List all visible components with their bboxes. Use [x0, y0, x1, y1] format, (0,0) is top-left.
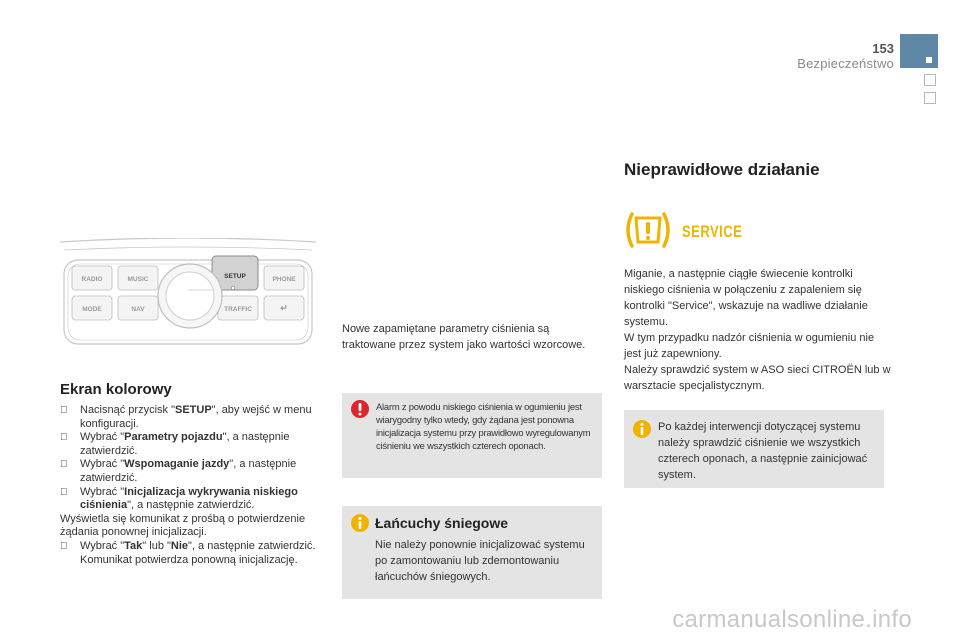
watermark: carmanualsonline.info [672, 606, 912, 633]
malfunction-paragraph [624, 266, 894, 394]
snow-chains-title: Łańcuchy śniegowe [375, 515, 509, 531]
page-number: 153 [872, 41, 894, 56]
bullet-icon [60, 486, 80, 513]
info-icon [632, 419, 652, 439]
console-btn-mode: MODE [82, 306, 102, 313]
console-btn-music: MUSIC [127, 276, 149, 283]
snow-chains-text: Nie należy ponownie inicjalizować systemu po zamontowaniu lub zdemontowaniu łańcuchów śniegowych. [375, 539, 585, 583]
alarm-note-box [342, 393, 602, 478]
chapter-marker [924, 74, 936, 86]
procedure-step [60, 540, 322, 567]
snow-chains-box [342, 506, 602, 599]
exclamation-icon [350, 399, 370, 419]
procedure-steps [60, 404, 322, 567]
procedure-note: Wyświetla się komunikat z prośbą o potwierdzenie żądania ponownej inicjalizacji. [60, 512, 306, 539]
procedure-step [60, 486, 322, 513]
tyre-pressure-warning-icon [622, 208, 674, 252]
alarm-note-text: Alarm z powodu niskiego ciśnienia w ogumieniu jest wiarygodny tylko wtedy, gdy żądana jest ponowna inicjalizacja systemu przy prawidłowo wyregulowanym ciśnieniu we wszystkich czterech oponach. [376, 401, 591, 451]
service-warning-label: SERVICE [682, 222, 743, 241]
procedure-step-text: Wybrać "Tak" lub "Nie", a następnie zatwierdzić. Komunikat potwierdza ponowną inicjalizację. [80, 539, 316, 566]
bullet-icon [60, 458, 80, 485]
malfunction-line: Miganie, a następnie ciągłe świecenie kontrolki niskiego ciśnienia w połączeniu z zapaleniem się kontrolki "Service", wskazuje na wadliwe działanie systemu. [624, 268, 868, 328]
console-btn-radio: RADIO [81, 276, 103, 283]
procedure-step-text: Nacisnąć przycisk "SETUP", aby wejść w menu konfiguracji. [80, 404, 312, 430]
console-btn-traffic: TRAFFIC [224, 306, 252, 313]
bullet-icon [60, 540, 80, 567]
chapter-tab [900, 34, 938, 68]
console-btn-nav: NAV [131, 306, 145, 313]
bullet-icon [60, 431, 80, 458]
chapter-marker [924, 92, 936, 104]
reference-values-paragraph: Nowe zapamiętane parametry ciśnienia są traktowane przez system jako wartości wzorcowe. [342, 323, 586, 351]
procedure-step [60, 404, 322, 431]
procedure-step-text: Wybrać "Inicjalizacja wykrywania niskiego ciśnienia", a następnie zatwierdzić. [80, 485, 298, 512]
after-service-info-box [624, 410, 884, 488]
bullet-icon [60, 404, 80, 431]
heading-nieprawidlowe-dzialanie: Nieprawidłowe działanie [624, 160, 820, 179]
heading-ekran-kolorowy: Ekran kolorowy [60, 381, 172, 398]
malfunction-line: W tym przypadku nadzór ciśnienia w ogumieniu nie jest już zapewniony. [624, 332, 875, 360]
procedure-step [60, 458, 322, 485]
procedure-step-text: Wybrać "Wspomaganie jazdy", a następnie zatwierdzić. [80, 458, 297, 484]
malfunction-line: Należy sprawdzić system w ASO sieci CITROËN lub w warsztacie specjalistycznym. [624, 364, 891, 392]
console-illustration [58, 238, 318, 358]
section-title: Bezpieczeństwo [797, 56, 894, 71]
after-service-info-text: Po każdej interwencji dotyczącej systemu należy sprawdzić ciśnienie we wszystkich czterech oponach, a następnie zainicjować system. [658, 421, 868, 481]
procedure-step [60, 431, 322, 458]
console-btn-phone: PHONE [272, 276, 296, 283]
tab-dot [926, 57, 932, 63]
procedure-step-text: Wybrać "Parametry pojazdu", a następnie zatwierdzić. [80, 431, 290, 457]
console-btn-back-icon: ↵ [280, 303, 288, 313]
console-btn-setup: SETUP [224, 273, 246, 280]
info-icon [350, 513, 370, 533]
